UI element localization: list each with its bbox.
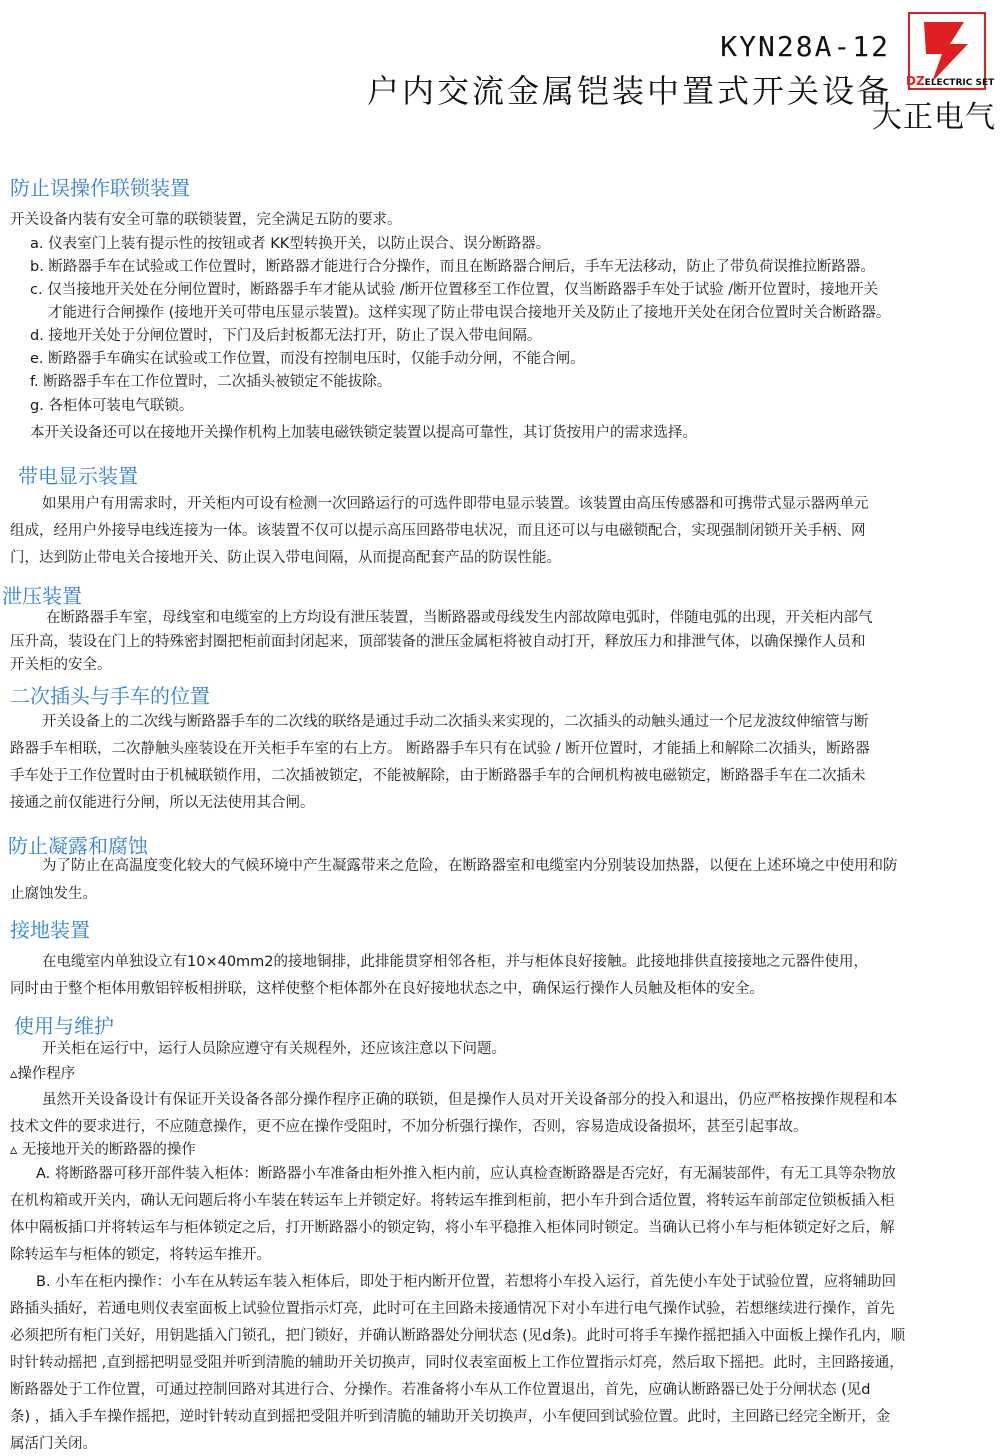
text-line: 门，达到防止带电关合接地开关、防止误入带电间隔，从而提高配套产品的防误性能。 [10,550,561,566]
text-line: 路插头插好，若通电则仪表室面板上试验位置指示灯亮，此时可在主回路未接通情况下对小车进行电气操作试验，若想继续进行操作，首先 [10,1301,895,1317]
text-line: 开关设备上的二次线与断路器手车的二次线的联络是通过手动二次插头来实现的，二次插头的动触头通过一个尼龙波纹伸缩管与断 [42,714,869,730]
text-line: 必须把所有柜门关好，用钥匙插入门锁孔，把门锁好，并确认断路器处分闸状态 (见d条)。此时可将手车操作摇把插入中面板上操作孔内，顺 [10,1328,906,1344]
text-line: 止腐蚀发生。 [10,886,97,902]
text-line: A. 将断路器可移开部件装入柜体：断路器小车准备由柜外推入柜内前，应认真检查断路器是否完好，有无漏装部件，有无工具等杂物放 [36,1166,896,1182]
section-title-pressure-relief: 泄压装置 [2,584,82,608]
subheading-breaker-operation: ▵ 无接地开关的断路器的操作 [10,1142,196,1158]
text-line: g. 各柜体可装电气联锁。 [30,398,194,414]
text-line: c. 仅当接地开关处在分闸位置时，断路器手车才能从试验 /断开位置移至工作位置，仅当断路器手车处于试验 /断开位置时，接地开关 [30,282,879,298]
text-line: 开关柜在运行中，运行人员除应遵守有关规程外，还应该注意以下问题。 [42,1041,506,1057]
text-line: 开关设备内装有安全可靠的联锁装置，完全满足五防的要求。 [10,212,402,228]
text-line: 属活门关闭。 [10,1436,97,1452]
product-title: 户内交流金属铠装中置式开关设备 [366,72,892,110]
text-line: 在电缆室内单独设立有10×40mm2的接地铜排，此排能贯穿相邻各柜，并与柜体良好接触。此接地排供直接接地之元器件使用， [42,954,869,970]
text-line: 虽然开关设备设计有保证开关设备各部分操作程序正确的联锁，但是操作人员对开关设备部分的投入和退出，仍应严格按操作规程和本 [42,1092,898,1108]
text-line: 断路器处于工作位置，可通过控制回路对其进行合、分操作。若准备将小车从工作位置退出，首先，应确认断路器已处于分闸状态 (见d [10,1382,871,1398]
text-line: 在机构箱或开关内，确认无问题后将小车装在转运车上并锁定好。将转运车推到柜前，把小车升到合适位置，将转运车前部定位锁板插入柜 [10,1193,895,1209]
text-line: 时针转动摇把 ,直到摇把明显受阻并听到清脆的辅助开关切换声，同时仪表室面板上工作位置指示灯亮，然后取下摇把。此时，主回路接通， [10,1355,904,1371]
text-line: 手车处于工作位置时由于机械联锁作用，二次插被锁定，不能被解除，由于断路器手车的合闸机构被电磁锁定，断路器手车在二次插未 [10,768,866,784]
text-line: e. 断路器手车确实在试验或工作位置，而没有控制电压时，仅能手动分闸，不能合闸。 [30,351,585,367]
text-line: 路器手车相联，二次静触头座装设在开关柜手车室的右上方。 断路器手车只有在试验 / 断开位置时，才能插上和解除二次插头，断路器 [10,741,870,757]
text-line: 才能进行合闸操作 (接地开关可带电压显示装置)。这样实现了防止带电误合接地开关及防止了接地开关处在闭合位置时关合断路器。 [48,305,891,321]
section-title-operation-maintenance: 使用与维护 [14,1014,114,1038]
logo-text [906,74,995,88]
text-line: a. 仪表室门上装有提示性的按钮或者 KK型转换开关，以防止误合、误分断路器。 [30,236,551,252]
text-line: 压升高，装设在门上的特殊密封圈把柜前面封闭起来，顶部装备的泄压金属柜将被自动打开，释放压力和排泄气体，以确保操作人员和 [10,634,866,650]
text-line: 同时由于整个柜体用敷铝锌板相拼联，这样使整个柜体都外在良好接地状态之中，确保运行操作人员触及柜体的安全。 [10,981,764,997]
section-title-secondary-plug: 二次插头与手车的位置 [10,684,210,708]
section-title-anti-condensation: 防止凝露和腐蚀 [8,834,148,858]
text-line: B. 小车在柜内操作：小车在从转运车装入柜体后，即处于柜内断开位置，若想将小车投入运行，首先使小车处于试验位置，应将辅助回 [36,1274,897,1290]
text-line: 接通之前仅能进行分闸，所以无法使用其合闸。 [10,795,315,811]
section-title-grounding: 接地装置 [10,918,90,942]
text-line: d. 接地开关处于分闸位置时，下门及后封板都无法打开，防止了误入带电间隔。 [30,328,542,344]
text-line: 如果用户有用需求时，开关柜内可设有检测一次回路运行的可选件即带电显示装置。该装置由高压传感器和可携带式显示器两单元 [42,496,869,512]
logo-mark: DZ [906,74,925,88]
section-title-voltage-display: 带电显示装置 [18,464,138,488]
section-title-interlock: 防止误操作联锁装置 [10,176,190,200]
text-line: 在断路器手车室，母线室和电缆室的上方均设有泄压装置，当断路器或母线发生内部故障电弧时，伴随电弧的出现，开关柜内部气 [46,610,873,626]
text-line: 体中隔板插口并将转运车与柜体锁定之后，打开断路器小的锁定钩，将小车平稳推入柜体同时锁定。当确认已将小车与柜体锁定好之后，解 [10,1220,895,1236]
text-line: 为了防止在高温度变化较大的气候环境中产生凝露带来之危险，在断路器室和电缆室内分别装设加热器，以便在上述环境之中使用和防 [42,858,898,874]
text-line: f. 断路器手车在工作位置时，二次插头被锁定不能拔除。 [30,374,392,390]
page-header [0,0,1000,160]
text-line: b. 断路器手车在试验或工作位置时，断路器才能进行合分操作，而且在断路器合闸后，手车无法移动，防止了带负荷误推拉断路器。 [30,259,875,275]
brand-name: 大正电气 [872,100,996,135]
text-line: 条) ，插入手车操作摇把，逆时针转动直到摇把受阻并听到清脆的辅助开关切换声，小车便回到试验位置。此时，主回路已经完全断开，金 [10,1409,891,1425]
text-line: 技术文件的要求进行，不应随意操作，更不应在操作受阻时，不加分析强行操作，否则，容易造成设备损坏，甚至引起事故。 [10,1119,808,1135]
text-line: 开关柜的安全。 [10,657,112,673]
text-line: 除转运车与柜体的锁定，将转运车推开。 [10,1247,271,1263]
subheading-operation-procedure: ▵操作程序 [10,1066,76,1082]
logo-subtext: ELECTRIC SET [924,78,995,88]
model-number: KYN28A-12 [720,30,890,63]
text-line: 本开关设备还可以在接地开关操作机构上加装电磁铁锁定装置以提高可靠性，其订货按用户的需求选择。 [30,425,697,441]
text-line: 组成，经用户外接导电线连接为一体。该装置不仅可以提示高压回路带电状况，而且还可以与电磁锁配合，实现强制闭锁开关手柄、网 [10,523,866,539]
